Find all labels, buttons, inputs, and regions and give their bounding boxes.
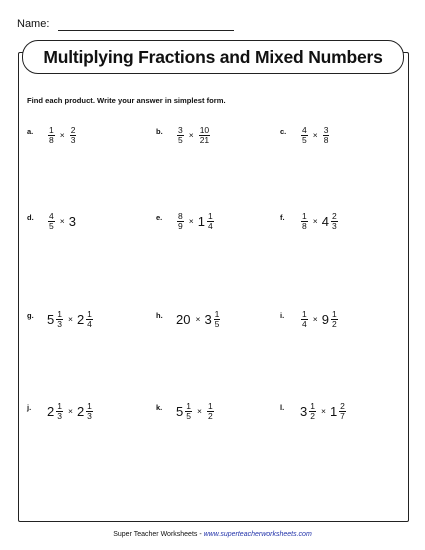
numerator: 3 — [178, 124, 183, 135]
whole-number: 2 — [76, 311, 85, 327]
denominator: 3 — [87, 410, 92, 421]
numerator: 1 — [331, 308, 337, 319]
problem-label: h. — [156, 311, 163, 320]
multiply-sign: × — [67, 406, 73, 416]
denominator: 5 — [302, 134, 307, 145]
name-line[interactable] — [58, 30, 234, 31]
numerator: 1 — [207, 210, 213, 221]
whole-number: 5 — [176, 403, 184, 419]
fraction — [48, 212, 55, 231]
whole-number: 2 — [47, 403, 55, 419]
whole-number: 5 — [47, 311, 55, 327]
whole-number: 9 — [321, 311, 329, 327]
operand-a — [300, 402, 317, 421]
fraction — [70, 126, 77, 145]
numerator: 1 — [87, 400, 92, 411]
footer — [0, 531, 425, 538]
problem-label: b. — [156, 127, 163, 136]
numerator: 2 — [331, 210, 337, 221]
whole-number: 3 — [204, 311, 212, 327]
problem-expression — [47, 210, 77, 232]
problem-label: i. — [280, 311, 285, 320]
numerator: 1 — [302, 210, 307, 221]
problem-expression — [176, 308, 221, 330]
operand-b — [322, 212, 339, 231]
operand-b — [322, 310, 339, 329]
denominator: 21 — [199, 134, 210, 145]
operand-a — [176, 312, 191, 327]
problem-label: g. — [27, 311, 34, 320]
denominator: 8 — [323, 134, 329, 145]
problem-label: k. — [156, 403, 163, 412]
problem-expression — [300, 124, 330, 146]
problem-expression — [47, 124, 77, 146]
denominator: 5 — [49, 220, 54, 231]
problem-label: l. — [280, 403, 285, 412]
fraction — [207, 402, 214, 421]
whole-number: 4 — [321, 213, 329, 229]
numerator: 1 — [207, 400, 213, 411]
whole-number: 1 — [197, 213, 205, 229]
fraction — [177, 126, 184, 145]
problem-label: d. — [27, 213, 34, 222]
fraction — [199, 126, 210, 145]
operand-a — [300, 310, 309, 329]
operand-b — [198, 126, 211, 145]
numerator: 1 — [310, 400, 315, 411]
operand-a — [176, 402, 193, 421]
whole-number: 3 — [68, 213, 76, 229]
denominator: 9 — [178, 220, 183, 231]
numerator: 1 — [302, 308, 307, 319]
numerator: 8 — [178, 210, 183, 221]
operand-b — [330, 402, 347, 421]
problem-expression — [176, 124, 211, 146]
fraction — [56, 402, 63, 421]
numerator: 1 — [214, 308, 220, 319]
numerator: 1 — [186, 400, 191, 411]
fraction — [331, 212, 338, 231]
problem-expression — [47, 308, 94, 330]
fraction — [56, 310, 63, 329]
multiply-sign: × — [188, 130, 194, 140]
problem-expression — [300, 400, 347, 422]
multiply-sign: × — [312, 130, 318, 140]
whole-number: 1 — [329, 403, 338, 419]
problem-label: f. — [280, 213, 285, 222]
numerator: 4 — [49, 210, 54, 221]
operand-b — [198, 212, 215, 231]
problem-expression — [300, 308, 339, 330]
whole-number: 20 — [176, 311, 191, 327]
operand-a — [300, 126, 309, 145]
operand-a — [47, 212, 56, 231]
numerator: 1 — [57, 308, 62, 319]
fraction — [48, 126, 55, 145]
footer-text: Super Teacher Worksheets - — [113, 531, 204, 538]
denominator: 5 — [214, 318, 220, 329]
fraction — [86, 402, 93, 421]
problem-label: c. — [280, 127, 287, 136]
numerator: 1 — [49, 124, 54, 135]
denominator: 5 — [186, 410, 191, 421]
fraction — [301, 310, 308, 329]
operand-a — [176, 126, 185, 145]
fraction — [331, 310, 338, 329]
fraction — [207, 212, 214, 231]
fraction — [86, 310, 93, 329]
numerator: 1 — [87, 308, 92, 319]
problem-expression — [47, 400, 94, 422]
name-label: Name: — [17, 18, 50, 30]
denominator: 2 — [310, 410, 315, 421]
problem-label: e. — [156, 213, 163, 222]
numerator: 10 — [199, 124, 210, 135]
denominator: 3 — [57, 318, 62, 329]
denominator: 4 — [207, 220, 213, 231]
fraction — [177, 212, 184, 231]
fraction — [309, 402, 316, 421]
multiply-sign: × — [188, 216, 194, 226]
operand-a — [47, 402, 64, 421]
numerator: 2 — [340, 400, 345, 411]
multiply-sign: × — [67, 314, 73, 324]
denominator: 4 — [87, 318, 92, 329]
footer-link[interactable]: www.superteacherworksheets.com — [203, 531, 312, 538]
fraction — [323, 126, 330, 145]
operand-b — [77, 402, 94, 421]
multiply-sign: × — [195, 314, 201, 324]
problem-label: j. — [27, 403, 32, 412]
whole-number: 3 — [300, 403, 308, 419]
problem-label: a. — [27, 127, 34, 136]
fraction — [214, 310, 221, 329]
instructions: Find each product. Write your answer in simplest form. — [27, 96, 226, 105]
operand-b — [77, 310, 94, 329]
numerator: 1 — [57, 400, 62, 411]
operand-a — [300, 212, 309, 231]
operand-b — [204, 310, 221, 329]
operand-b — [322, 126, 331, 145]
denominator: 2 — [331, 318, 337, 329]
denominator: 7 — [340, 410, 345, 421]
denominator: 3 — [70, 134, 76, 145]
denominator: 3 — [57, 410, 62, 421]
multiply-sign: × — [312, 314, 318, 324]
operand-a — [47, 126, 56, 145]
fraction — [301, 126, 308, 145]
numerator: 4 — [302, 124, 307, 135]
denominator: 8 — [302, 220, 307, 231]
operand-b — [69, 126, 78, 145]
problem-expression — [300, 210, 339, 232]
operand-a — [47, 310, 64, 329]
numerator: 2 — [70, 124, 76, 135]
multiply-sign: × — [59, 216, 65, 226]
numerator: 3 — [323, 124, 329, 135]
problem-expression — [176, 210, 215, 232]
operand-a — [176, 212, 185, 231]
worksheet-title: Multiplying Fractions and Mixed Numbers — [22, 40, 404, 74]
whole-number: 2 — [76, 403, 85, 419]
multiply-sign: × — [320, 406, 326, 416]
multiply-sign: × — [59, 130, 65, 140]
problem-expression — [176, 400, 215, 422]
denominator: 4 — [302, 318, 307, 329]
multiply-sign: × — [312, 216, 318, 226]
fraction — [301, 212, 308, 231]
operand-b — [206, 402, 215, 421]
denominator: 8 — [49, 134, 54, 145]
worksheet-frame — [18, 52, 409, 522]
multiply-sign: × — [196, 406, 202, 416]
denominator: 2 — [207, 410, 213, 421]
denominator: 3 — [331, 220, 337, 231]
operand-b — [69, 214, 77, 229]
fraction — [339, 402, 346, 421]
denominator: 5 — [178, 134, 183, 145]
fraction — [185, 402, 192, 421]
